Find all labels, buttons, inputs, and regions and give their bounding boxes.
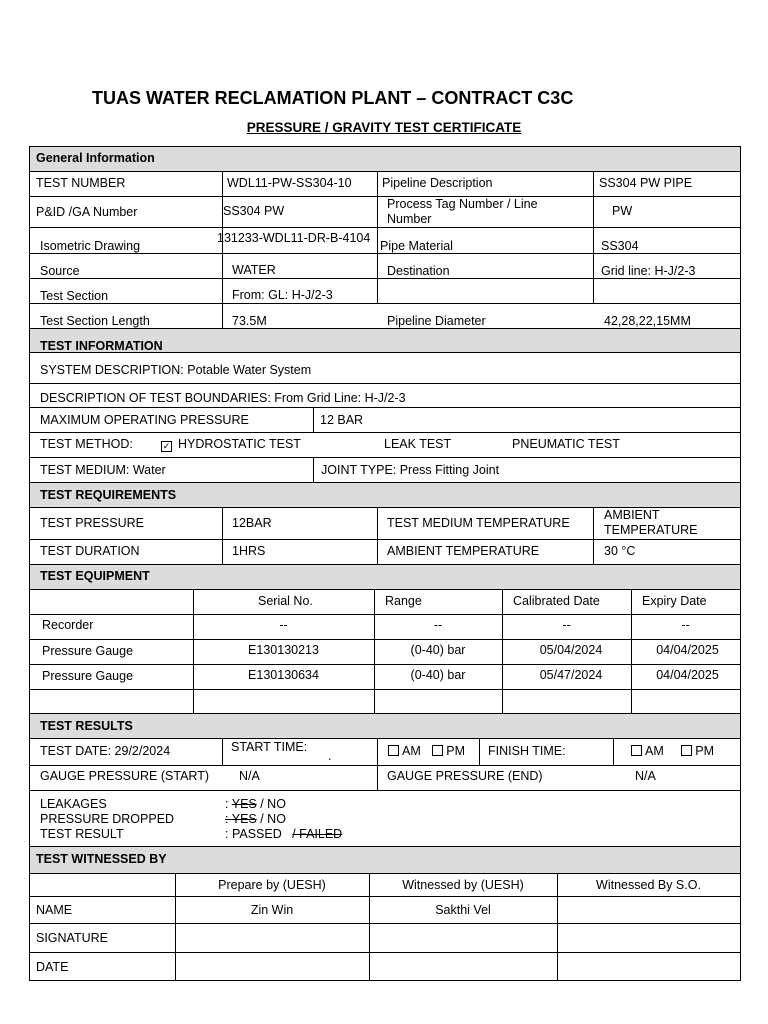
calibrated-date: -- bbox=[562, 618, 571, 632]
test-boundaries: DESCRIPTION OF TEST BOUNDARIES: From Grid Line: H-J/2-3 bbox=[40, 391, 406, 405]
column-header-range: Range bbox=[385, 594, 422, 608]
gauge-end-value: N/A bbox=[635, 769, 656, 783]
process-tag-label-cont: Number bbox=[387, 212, 432, 226]
dropped-yes: YES bbox=[231, 812, 257, 826]
certificate-title: PRESSURE / GRAVITY TEST CERTIFICATE bbox=[246, 120, 522, 135]
test-witnessed-heading: TEST WITNESSED BY bbox=[36, 852, 167, 866]
test-equipment-heading: TEST EQUIPMENT bbox=[40, 569, 150, 583]
leakages-no: / NO bbox=[260, 797, 286, 811]
range: (0-40) bar bbox=[410, 668, 466, 682]
am-checkbox-icon bbox=[631, 745, 642, 756]
hydrostatic-test-option bbox=[161, 437, 301, 452]
pressure-dropped-label: PRESSURE DROPPED bbox=[40, 812, 175, 826]
test-requirements-heading: TEST REQUIREMENTS bbox=[40, 488, 177, 502]
pid-ga-label: P&ID /GA Number bbox=[36, 205, 138, 219]
test-date: TEST DATE: 29/2/2024 bbox=[40, 744, 171, 758]
test-duration-value: 1HRS bbox=[232, 544, 266, 558]
result-failed: / FAILED bbox=[292, 827, 343, 841]
pipeline-description-value: SS304 PW PIPE bbox=[599, 176, 693, 190]
test-number-value: WDL11-PW-SS304-10 bbox=[227, 176, 352, 190]
ambient-temperature-label: AMBIENT TEMPERATURE bbox=[387, 544, 540, 558]
name-label: NAME bbox=[36, 903, 73, 917]
witnessed-by-name: Sakthi Vel bbox=[435, 903, 491, 917]
witnessed-by-uesh-header: Witnessed by (UESH) bbox=[402, 878, 524, 892]
general-info-heading: General Information bbox=[36, 151, 155, 165]
system-description: SYSTEM DESCRIPTION: Potable Water System bbox=[40, 363, 312, 377]
test-pressure-value: 12BAR bbox=[232, 516, 272, 530]
column-header-calibrated: Calibrated Date bbox=[513, 594, 600, 608]
pipe-material-value: SS304 bbox=[601, 239, 639, 253]
joint-type: JOINT TYPE: Press Fitting Joint bbox=[321, 463, 500, 477]
destination-label: Destination bbox=[387, 264, 450, 278]
signature-label: SIGNATURE bbox=[36, 931, 108, 945]
equipment-name: Recorder bbox=[42, 618, 94, 632]
expiry-date: 04/04/2025 bbox=[656, 643, 719, 657]
pm-label: PM bbox=[446, 744, 465, 758]
column-header-expiry: Expiry Date bbox=[642, 594, 707, 608]
certificate-form bbox=[29, 146, 741, 981]
pneumatic-test-option: PNEUMATIC TEST bbox=[512, 437, 620, 451]
pm-checkbox-icon bbox=[432, 745, 443, 756]
test-result-value: : PASSED / FAILED bbox=[225, 827, 343, 841]
max-operating-pressure-value: 12 BAR bbox=[320, 413, 364, 427]
ambient-temperature-value: 30 °C bbox=[604, 544, 636, 558]
calibrated-date: 05/04/2024 bbox=[539, 643, 603, 657]
source-label: Source bbox=[40, 264, 80, 278]
leak-test-option: LEAK TEST bbox=[384, 437, 452, 451]
equipment-name: Pressure Gauge bbox=[42, 644, 134, 658]
process-tag-label: Process Tag Number / Line bbox=[387, 197, 538, 211]
pm-checkbox-icon bbox=[681, 745, 692, 756]
prepare-by-header: Prepare by (UESH) bbox=[218, 878, 326, 892]
range: -- bbox=[433, 618, 443, 632]
test-duration-label: TEST DURATION bbox=[40, 544, 140, 558]
expiry-date: -- bbox=[681, 618, 690, 632]
test-section-label: Test Section bbox=[40, 289, 109, 303]
process-tag-value: PW bbox=[612, 204, 633, 218]
test-results-heading: TEST RESULTS bbox=[40, 719, 133, 733]
gauge-end-label: GAUGE PRESSURE (END) bbox=[387, 769, 543, 783]
destination-value: Grid line: H-J/2-3 bbox=[601, 264, 696, 278]
test-section-length-label: Test Section Length bbox=[40, 314, 150, 328]
serial-number: E130130213 bbox=[248, 643, 319, 657]
prepared-by-name: Zin Win bbox=[250, 903, 294, 917]
test-method-label: TEST METHOD: bbox=[40, 437, 133, 451]
result-passed: PASSED bbox=[231, 827, 282, 841]
dropped-no: / NO bbox=[260, 812, 286, 826]
date-label: DATE bbox=[36, 960, 69, 974]
document-title: TUAS WATER RECLAMATION PLANT – CONTRACT C3C bbox=[92, 88, 574, 108]
pipeline-description-label: Pipeline Description bbox=[382, 176, 493, 190]
range: (0-40) bar bbox=[410, 643, 466, 657]
checkbox-checked-icon: ✓ bbox=[162, 441, 171, 451]
test-information-heading: TEST INFORMATION bbox=[40, 339, 163, 353]
test-section-length-value: 73.5M bbox=[232, 314, 267, 328]
test-result-label: TEST RESULT bbox=[40, 827, 124, 841]
finish-ampm bbox=[631, 744, 714, 758]
test-medium: TEST MEDIUM: Water bbox=[40, 463, 166, 477]
equipment-name: Pressure Gauge bbox=[42, 669, 134, 683]
pid-ga-value: SS304 PW bbox=[223, 204, 285, 218]
pm-label: PM bbox=[695, 744, 714, 758]
test-medium-temperature-label: TEST MEDIUM TEMPERATURE bbox=[387, 516, 570, 530]
am-label: AM bbox=[645, 744, 664, 758]
pipeline-diameter-value: 42,28,22,15MM bbox=[604, 314, 691, 328]
leakages-label: LEAKAGES bbox=[40, 797, 107, 811]
am-label: AM bbox=[402, 744, 421, 758]
witnessed-by-so-header: Witnessed By S.O. bbox=[596, 878, 701, 892]
isometric-drawing-value: 131233-WDL11-DR-B-4104 bbox=[217, 231, 371, 245]
start-time-label: START TIME: bbox=[231, 740, 308, 754]
max-operating-pressure-label: MAXIMUM OPERATING PRESSURE bbox=[40, 413, 249, 427]
start-time-mark: . bbox=[328, 749, 332, 763]
isometric-drawing-label: Isometric Drawing bbox=[40, 239, 141, 253]
test-number-label: TEST NUMBER bbox=[36, 176, 126, 190]
test-medium-temperature-value: AMBIENT bbox=[604, 508, 660, 522]
start-ampm bbox=[388, 744, 465, 758]
column-header-serial: Serial No. bbox=[258, 594, 313, 608]
test-section-value: From: GL: H-J/2-3 bbox=[232, 288, 333, 302]
test-pressure-label: TEST PRESSURE bbox=[40, 516, 144, 530]
calibrated-date: 05/47/2024 bbox=[539, 668, 603, 682]
serial-number: E130130634 bbox=[248, 668, 319, 682]
leakages-yes: YES bbox=[231, 797, 257, 811]
serial-number: -- bbox=[279, 618, 288, 632]
hydrostatic-test-label: HYDROSTATIC TEST bbox=[178, 437, 301, 451]
leakages-value: : YES / NO bbox=[225, 797, 286, 811]
test-medium-temperature-value-cont: TEMPERATURE bbox=[604, 523, 698, 537]
expiry-date: 04/04/2025 bbox=[656, 668, 719, 682]
source-value: WATER bbox=[232, 263, 276, 277]
pressure-dropped-value: : YES / NO bbox=[225, 812, 286, 826]
finish-time-label: FINISH TIME: bbox=[488, 744, 566, 758]
am-checkbox-icon bbox=[388, 745, 399, 756]
gauge-start-label: GAUGE PRESSURE (START) bbox=[40, 769, 210, 783]
gauge-start-value: N/A bbox=[239, 769, 260, 783]
pipe-material-label: Pipe Material bbox=[380, 239, 453, 253]
pipeline-diameter-label: Pipeline Diameter bbox=[387, 314, 486, 328]
